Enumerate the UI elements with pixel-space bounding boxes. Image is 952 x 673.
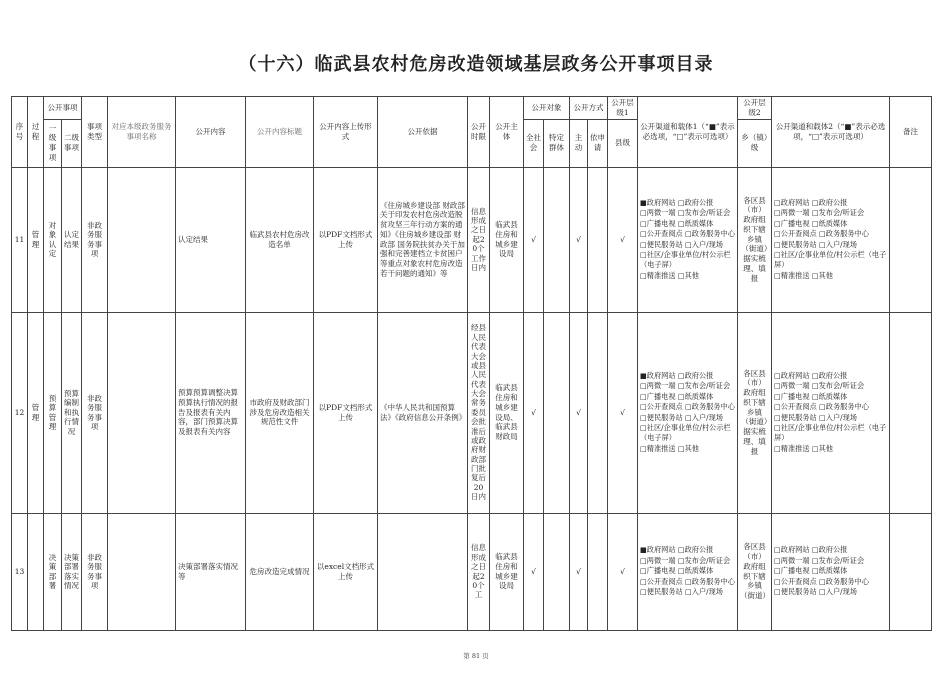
cell-channel1 — [638, 513, 738, 630]
channel-option-line: □广播电视 □纸质媒体 — [774, 391, 848, 401]
cell-level2: 决策部署落实情况 — [62, 513, 82, 630]
header-active: 主动 — [570, 119, 588, 167]
channel-option-line: □便民服务站 □入户/现场 — [774, 412, 857, 422]
cell-content-title: 临武县农村危房改造名单 — [246, 167, 314, 312]
cell-upload-format: 以excel文档形式上传 — [314, 513, 378, 630]
cell-process: 管理 — [28, 167, 44, 312]
channel-option-line: □公开查阅点 □政务服务中心 — [640, 229, 735, 239]
header-content-title: 公开内容标题 — [246, 97, 314, 168]
cell-on-request — [588, 312, 608, 513]
channel-option-line: □广播电视 □纸质媒体 — [640, 391, 714, 401]
cell-county: √ — [608, 312, 638, 513]
header-on-request: 依申请 — [588, 119, 608, 167]
cell-seq: 11 — [12, 167, 28, 312]
cell-all-society: √ — [524, 312, 544, 513]
cell-time-limit: 经县人民代表大会或县人民代表大会常务委员会批准后或政府财政部门批复后20日内 — [468, 312, 490, 513]
channel-option-line: □公开查阅点 □政务服务中心 — [774, 229, 869, 239]
cell-specific — [544, 513, 570, 630]
cell-active: √ — [570, 167, 588, 312]
channel-option-line: □两微一端 □发布会/听证会 — [774, 555, 865, 565]
cell-content: 决策部署落实情况等 — [176, 513, 246, 630]
header-basis: 公开依据 — [378, 97, 468, 168]
cell-specific — [544, 167, 570, 312]
channel-option-line: □广播电视 □纸质媒体 — [640, 566, 714, 576]
cell-time-limit: 信息形成之日起20个工作日内 — [468, 167, 490, 312]
cell-remark — [890, 167, 932, 312]
cell-service-name — [108, 312, 176, 513]
cell-time-limit: 信息形成之日起20个工 — [468, 513, 490, 630]
cell-service-name — [108, 513, 176, 630]
cell-process: 管理 — [28, 312, 44, 513]
channel-option-line: □精准推送 □其他 — [640, 270, 699, 280]
channel-option-line: □两微一端 □发布会/听证会 — [774, 208, 865, 218]
channel-option-line: □社区/企事业单位/村公示栏（电子屏） — [774, 249, 887, 270]
header-process: 过程 — [28, 97, 44, 168]
cell-all-society: √ — [524, 513, 544, 630]
cell-subject: 临武县住房和城乡建设局、临武县财政局 — [490, 312, 524, 513]
header-item-group: 公开事项 — [44, 97, 82, 120]
header-content: 公开内容 — [176, 97, 246, 168]
cell-subject: 临武县住房和城乡建设局 — [490, 167, 524, 312]
header-remark: 备注 — [890, 97, 932, 168]
cell-basis — [378, 513, 468, 630]
channel-option-line: □两微一端 □发布会/听证会 — [640, 555, 731, 565]
cell-service-name — [108, 167, 176, 312]
cell-remark — [890, 513, 932, 630]
header-upload-format: 公开内容上传形式 — [314, 97, 378, 168]
cell-on-request — [588, 167, 608, 312]
channel-option-line: □便民服务站 □入户/现场 — [774, 587, 857, 597]
cell-channel2 — [772, 513, 890, 630]
channel-option-line: □精准推送 □其他 — [774, 270, 833, 280]
cell-upload-format: 以PDF文档形式上传 — [314, 312, 378, 513]
cell-township: 各区县（市）政府组织下辖乡镇（街道）据实梳理、填报 — [738, 312, 772, 513]
channel-option-line: □公开查阅点 □政务服务中心 — [640, 576, 735, 586]
channel-option-line: □两微一端 □发布会/听证会 — [640, 208, 731, 218]
cell-active: √ — [570, 312, 588, 513]
cell-level2: 认定结果 — [62, 167, 82, 312]
header-audience-group: 公开对象 — [524, 97, 570, 120]
header-channel2: 公开渠道和载体2（“■”表示必选项，“□”表示可选项） — [772, 97, 890, 168]
channel-option-line: □公开查阅点 □政务服务中心 — [774, 576, 869, 586]
cell-content-title: 市政府及财政部门涉及危房改造相关规范性文件 — [246, 312, 314, 513]
cell-channel1 — [638, 312, 738, 513]
page-title: （十六）临武县农村危房改造领域基层政务公开事项目录 — [238, 54, 714, 75]
channel-option-line: □社区/企事业单位/村公示栏（电子屏） — [640, 422, 731, 443]
header-all-society: 全社会 — [524, 119, 544, 167]
cell-level1: 决策部署 — [44, 513, 62, 630]
cell-channel1 — [638, 167, 738, 312]
cell-county: √ — [608, 513, 638, 630]
channel-option-line: □广播电视 □纸质媒体 — [774, 566, 848, 576]
header-subject: 公开主体 — [490, 97, 524, 168]
channel-option-line: □精准推送 □其他 — [640, 443, 699, 453]
cell-channel2 — [772, 167, 890, 312]
channel-option-line: □便民服务站 □入户/现场 — [640, 587, 723, 597]
cell-township: 各区县（市）政府组织下辖乡镇（街道） — [738, 513, 772, 630]
directory-table — [11, 96, 932, 631]
channel-option-line: ■政府网站 □政府公报 — [640, 370, 714, 380]
header-level2: 二级事项 — [62, 119, 82, 167]
header-method-group: 公开方式 — [570, 97, 608, 120]
channel-option-line: □社区/企事业单位/村公示栏（电子屏） — [774, 422, 887, 443]
cell-content-title: 危房改造完成情况 — [246, 513, 314, 630]
cell-specific — [544, 312, 570, 513]
channel-option-line: □两微一端 □发布会/听证会 — [774, 381, 865, 391]
cell-content: 认定结果 — [176, 167, 246, 312]
cell-item-type: 非政务服务事项 — [82, 513, 108, 630]
channel-option-line: □便民服务站 □入户/现场 — [640, 239, 723, 249]
table-row — [12, 312, 932, 513]
header-channel1: 公开渠道和载体1（“■”表示必选项，“□”表示可选项） — [638, 97, 738, 168]
cell-county: √ — [608, 167, 638, 312]
cell-subject: 临武县住房和城乡建设局 — [490, 513, 524, 630]
table-row — [12, 167, 932, 312]
header-specific: 特定群体 — [544, 119, 570, 167]
cell-township: 各区县（市）政府组织下辖乡镇（街道）据实梳理、填报 — [738, 167, 772, 312]
header-service-name: 对应本级政务服务事项名称 — [108, 97, 176, 168]
header-level1: 一级事项 — [44, 119, 62, 167]
cell-seq: 13 — [12, 513, 28, 630]
channel-option-line: □便民服务站 □入户/现场 — [640, 412, 723, 422]
cell-upload-format: 以PDF文档形式上传 — [314, 167, 378, 312]
cell-seq: 12 — [12, 312, 28, 513]
channel-option-line: ■政府网站 □政府公报 — [640, 197, 714, 207]
cell-level1: 对象认定 — [44, 167, 62, 312]
channel-option-line: □公开查阅点 □政务服务中心 — [640, 402, 735, 412]
cell-item-type: 非政务服务事项 — [82, 312, 108, 513]
header-seq: 序号 — [12, 97, 28, 168]
cell-level1: 预算管理 — [44, 312, 62, 513]
channel-option-line: □政府网站 □政府公报 — [774, 545, 848, 555]
cell-process — [28, 513, 44, 630]
cell-level2: 预算编制和执行情况 — [62, 312, 82, 513]
channel-option-line: □便民服务站 □入户/现场 — [774, 239, 857, 249]
cell-basis: 《中华人民共和国预算法》《政府信息公开条例》 — [378, 312, 468, 513]
header-time-limit: 公开时限 — [468, 97, 490, 168]
channel-option-line: □广播电视 □纸质媒体 — [774, 218, 848, 228]
cell-content: 预算预算调整决算预算执行情况的报告及报表有关内容，部门预算决算及报表有关内容 — [176, 312, 246, 513]
header-level-group: 公开层级1 — [608, 97, 638, 120]
cell-on-request — [588, 513, 608, 630]
page-number: 第 81 页 — [463, 652, 489, 660]
cell-remark — [890, 312, 932, 513]
cell-basis: 《住房城乡建设部 财政部关于印发农村危房改造脱贫攻坚三年行动方案的通知》《住房城乡建设部 财政部 国务院扶贫办关于加强和完善建档立卡贫困户等重点对象农村危房改造若干问题的通知》等 — [378, 167, 468, 312]
channel-option-line: □政府网站 □政府公报 — [774, 370, 848, 380]
cell-active: √ — [570, 513, 588, 630]
table-row — [12, 513, 932, 630]
channel-option-line: □政府网站 □政府公报 — [774, 197, 848, 207]
header-item-type: 事项类型 — [82, 97, 108, 168]
channel-option-line: □社区/企事业单位/村公示栏（电子屏） — [640, 249, 731, 270]
channel-option-line: □两微一端 □发布会/听证会 — [640, 381, 731, 391]
cell-item-type: 非政务服务事项 — [82, 167, 108, 312]
cell-channel2 — [772, 312, 890, 513]
header-county: 县级 — [608, 119, 638, 167]
channel-option-line: ■政府网站 □政府公报 — [640, 545, 714, 555]
cell-all-society: √ — [524, 167, 544, 312]
header-township: 乡（镇）级 — [738, 119, 772, 167]
channel-option-line: □广播电视 □纸质媒体 — [640, 218, 714, 228]
channel-option-line: □公开查阅点 □政务服务中心 — [774, 402, 869, 412]
channel-option-line: □精准推送 □其他 — [774, 443, 833, 453]
header-level-group2: 公开层级2 — [738, 97, 772, 120]
